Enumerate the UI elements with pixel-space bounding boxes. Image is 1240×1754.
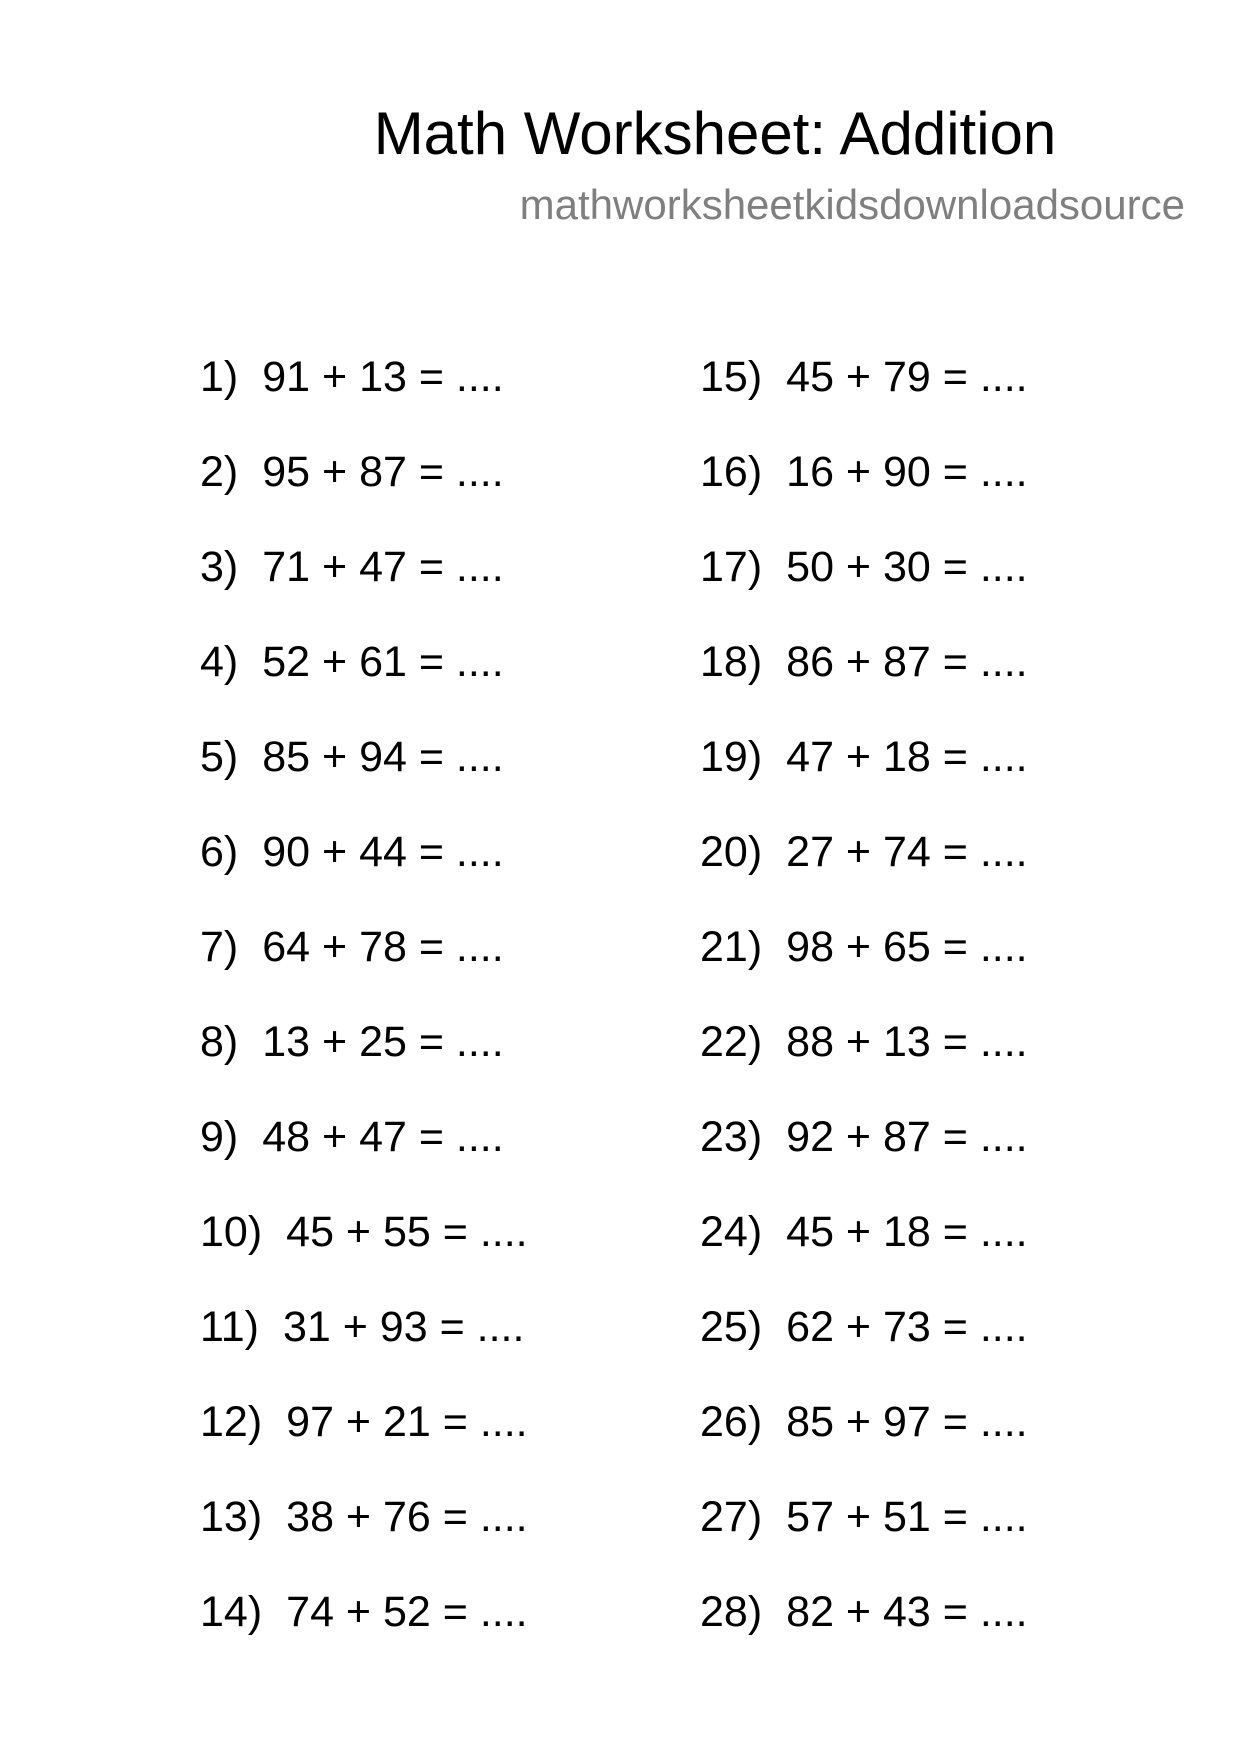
problem-number: 21) <box>700 923 763 971</box>
problem-number: 3) <box>200 543 239 591</box>
problem-number: 12) <box>200 1398 263 1446</box>
problem-number: 27) <box>700 1493 763 1541</box>
problem-expression: 38 + 76 = .... <box>286 1493 528 1541</box>
problem-item <box>700 1302 1028 1397</box>
problem-expression: 71 + 47 = .... <box>262 543 504 591</box>
problem-number: 25) <box>700 1303 763 1351</box>
problem-item <box>700 1397 1028 1492</box>
problem-expression: 50 + 30 = .... <box>786 543 1028 591</box>
problem-item <box>700 732 1028 827</box>
problem-expression: 16 + 90 = .... <box>786 448 1028 496</box>
problem-number: 4) <box>200 638 239 686</box>
problem-expression: 92 + 87 = .... <box>786 1113 1028 1161</box>
problem-expression: 85 + 97 = .... <box>786 1398 1028 1446</box>
problem-number: 23) <box>700 1113 763 1161</box>
problem-item <box>200 827 528 922</box>
problem-number: 6) <box>200 828 239 876</box>
problem-expression: 27 + 74 = .... <box>786 828 1028 876</box>
problem-expression: 52 + 61 = .... <box>262 638 504 686</box>
problem-item <box>200 1397 528 1492</box>
problem-number: 1) <box>200 353 239 401</box>
problem-expression: 31 + 93 = .... <box>282 1303 525 1351</box>
problem-expression: 86 + 87 = .... <box>786 638 1028 686</box>
problem-column-right <box>700 352 1028 1682</box>
problem-column-left <box>200 352 528 1682</box>
problem-expression: 90 + 44 = .... <box>262 828 504 876</box>
problem-item <box>700 827 1028 922</box>
problem-expression: 64 + 78 = .... <box>262 923 504 971</box>
problem-item <box>200 1207 528 1302</box>
problem-expression: 74 + 52 = .... <box>286 1588 528 1636</box>
problem-expression: 85 + 94 = .... <box>262 733 504 781</box>
problem-number: 16) <box>700 448 763 496</box>
problem-item <box>200 542 528 637</box>
problem-expression: 45 + 18 = .... <box>786 1208 1028 1256</box>
problem-item <box>700 1017 1028 1112</box>
problem-item <box>200 447 528 542</box>
problem-expression: 91 + 13 = .... <box>262 353 504 401</box>
problem-item <box>700 922 1028 1017</box>
problem-number: 22) <box>700 1018 763 1066</box>
problem-item <box>200 1587 528 1682</box>
worksheet-title <box>0 98 1240 170</box>
problem-expression: 47 + 18 = .... <box>786 733 1028 781</box>
problem-number: 9) <box>200 1113 239 1161</box>
problem-number: 10) <box>200 1208 263 1256</box>
problem-item <box>200 1492 528 1587</box>
problem-item <box>700 1207 1028 1302</box>
problem-item <box>200 732 528 827</box>
problem-expression: 45 + 79 = .... <box>786 353 1028 401</box>
problem-item <box>700 1112 1028 1207</box>
problem-number: 20) <box>700 828 763 876</box>
problem-item <box>200 352 528 447</box>
problem-number: 2) <box>200 448 239 496</box>
worksheet-subtitle: mathworksheetkidsdownloadsource <box>519 181 1185 228</box>
problem-number: 19) <box>700 733 763 781</box>
problem-expression: 45 + 55 = .... <box>286 1208 528 1256</box>
problem-item <box>700 447 1028 542</box>
problem-number: 8) <box>200 1018 239 1066</box>
problem-number: 24) <box>700 1208 763 1256</box>
problem-item <box>200 1302 528 1397</box>
problem-number: 5) <box>200 733 239 781</box>
problem-item <box>700 637 1028 732</box>
problem-expression: 48 + 47 = .... <box>262 1113 504 1161</box>
problem-item <box>200 1112 528 1207</box>
problem-expression: 88 + 13 = .... <box>786 1018 1028 1066</box>
problem-item <box>700 1587 1028 1682</box>
problem-number: 26) <box>700 1398 763 1446</box>
problem-expression: 95 + 87 = .... <box>262 448 504 496</box>
problem-number: 17) <box>700 543 763 591</box>
problem-item <box>200 1017 528 1112</box>
problem-expression: 97 + 21 = .... <box>286 1398 528 1446</box>
problem-item <box>700 352 1028 447</box>
problem-number: 7) <box>200 923 239 971</box>
problem-expression: 62 + 73 = .... <box>786 1303 1028 1351</box>
problem-expression: 98 + 65 = .... <box>786 923 1028 971</box>
problem-expression: 82 + 43 = .... <box>786 1588 1028 1636</box>
problem-item <box>200 922 528 1017</box>
problem-item <box>700 542 1028 637</box>
worksheet-title-text: Math Worksheet: Addition <box>373 100 1057 167</box>
problem-number: 18) <box>700 638 763 686</box>
problem-number: 14) <box>200 1588 263 1636</box>
problem-item <box>200 637 528 732</box>
problem-number: 15) <box>700 353 763 401</box>
problem-number: 28) <box>700 1588 763 1636</box>
problem-expression: 57 + 51 = .... <box>786 1493 1028 1541</box>
problem-number: 11) <box>200 1303 259 1351</box>
problem-item <box>700 1492 1028 1587</box>
problem-number: 13) <box>200 1493 263 1541</box>
problem-expression: 13 + 25 = .... <box>262 1018 504 1066</box>
